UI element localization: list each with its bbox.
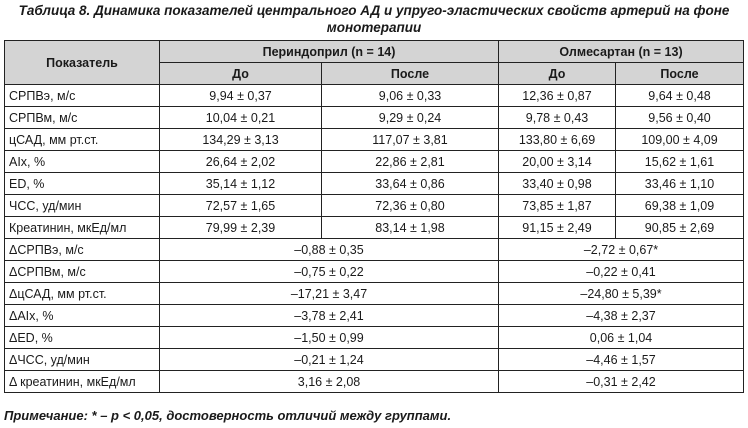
row-label: AIx, %	[5, 151, 160, 173]
row-label: СРПВэ, м/с	[5, 85, 160, 107]
cell-g2-before: 91,15 ± 2,49	[499, 217, 616, 239]
table-row	[5, 107, 744, 129]
cell-g1-before: 9,94 ± 0,37	[160, 85, 322, 107]
header-row-groups	[5, 41, 744, 63]
delta-row	[5, 371, 744, 393]
cell-g1-before: 72,57 ± 1,65	[160, 195, 322, 217]
delta-row	[5, 349, 744, 371]
cell-g1-after: 22,86 ± 2,81	[322, 151, 499, 173]
cell-g1-after: 9,29 ± 0,24	[322, 107, 499, 129]
delta-row-label: ΔED, %	[5, 327, 160, 349]
cell-g1-after: 83,14 ± 1,98	[322, 217, 499, 239]
cell-g1-before: 10,04 ± 0,21	[160, 107, 322, 129]
cell-g2-after: 109,00 ± 4,09	[616, 129, 744, 151]
delta-cell-g2: –24,80 ± 5,39*	[499, 283, 744, 305]
delta-row	[5, 283, 744, 305]
cell-g1-after: 33,64 ± 0,86	[322, 173, 499, 195]
delta-row-label: ΔцСАД, мм рт.ст.	[5, 283, 160, 305]
cell-g2-after: 90,85 ± 2,69	[616, 217, 744, 239]
results-table	[4, 40, 744, 393]
cell-g2-after: 15,62 ± 1,61	[616, 151, 744, 173]
cell-g1-before: 26,64 ± 2,02	[160, 151, 322, 173]
row-label: Креатинин, мкЕд/мл	[5, 217, 160, 239]
header-indicator: Показатель	[5, 41, 160, 85]
table-row	[5, 217, 744, 239]
cell-g1-after: 117,07 ± 3,81	[322, 129, 499, 151]
delta-row	[5, 239, 744, 261]
delta-row	[5, 261, 744, 283]
table-footnote: Примечание: * – p < 0,05, достоверность отличий между группами.	[4, 408, 452, 423]
cell-g2-before: 73,85 ± 1,87	[499, 195, 616, 217]
cell-g1-before: 134,29 ± 3,13	[160, 129, 322, 151]
cell-g1-after: 72,36 ± 0,80	[322, 195, 499, 217]
delta-cell-g2: –4,46 ± 1,57	[499, 349, 744, 371]
delta-row-label: ΔЧСС, уд/мин	[5, 349, 160, 371]
delta-row-label: ΔAIx, %	[5, 305, 160, 327]
delta-cell-g1: –0,75 ± 0,22	[160, 261, 499, 283]
header-group-perindopril: Периндоприл (n = 14)	[160, 41, 499, 63]
delta-cell-g1: –1,50 ± 0,99	[160, 327, 499, 349]
header-g2-after: После	[616, 63, 744, 85]
delta-cell-g2: –0,22 ± 0,41	[499, 261, 744, 283]
caption-line-1: Таблица 8. Динамика показателей центрального АД и упруго-эластических свойств артерий на фоне	[18, 3, 730, 18]
delta-cell-g2: –4,38 ± 2,37	[499, 305, 744, 327]
row-label: ED, %	[5, 173, 160, 195]
cell-g1-before: 79,99 ± 2,39	[160, 217, 322, 239]
table-row	[5, 151, 744, 173]
cell-g2-before: 20,00 ± 3,14	[499, 151, 616, 173]
row-label: СРПВм, м/с	[5, 107, 160, 129]
delta-row	[5, 305, 744, 327]
delta-cell-g1: –17,21 ± 3,47	[160, 283, 499, 305]
cell-g2-after: 9,64 ± 0,48	[616, 85, 744, 107]
cell-g2-before: 33,40 ± 0,98	[499, 173, 616, 195]
delta-cell-g1: –0,21 ± 1,24	[160, 349, 499, 371]
cell-g2-after: 33,46 ± 1,10	[616, 173, 744, 195]
delta-cell-g2: –0,31 ± 2,42	[499, 371, 744, 393]
delta-cell-g1: 3,16 ± 2,08	[160, 371, 499, 393]
delta-cell-g2: –2,72 ± 0,67*	[499, 239, 744, 261]
delta-row-label: ΔСРПВэ, м/с	[5, 239, 160, 261]
header-g1-before: До	[160, 63, 322, 85]
table-row	[5, 195, 744, 217]
delta-cell-g1: –0,88 ± 0,35	[160, 239, 499, 261]
row-label: ЧСС, уд/мин	[5, 195, 160, 217]
table-caption	[4, 2, 744, 36]
header-g1-after: После	[322, 63, 499, 85]
delta-row	[5, 327, 744, 349]
cell-g2-before: 133,80 ± 6,69	[499, 129, 616, 151]
delta-cell-g2: 0,06 ± 1,04	[499, 327, 744, 349]
cell-g2-after: 9,56 ± 0,40	[616, 107, 744, 129]
cell-g1-after: 9,06 ± 0,33	[322, 85, 499, 107]
cell-g1-before: 35,14 ± 1,12	[160, 173, 322, 195]
table-row	[5, 129, 744, 151]
cell-g2-before: 12,36 ± 0,87	[499, 85, 616, 107]
cell-g2-before: 9,78 ± 0,43	[499, 107, 616, 129]
caption-line-2: монотерапии	[326, 20, 422, 35]
table-row	[5, 173, 744, 195]
cell-g2-after: 69,38 ± 1,09	[616, 195, 744, 217]
delta-row-label: ΔСРПВм, м/с	[5, 261, 160, 283]
row-label: цСАД, мм рт.ст.	[5, 129, 160, 151]
table-row	[5, 85, 744, 107]
header-group-olmesartan: Олмесартан (n = 13)	[499, 41, 744, 63]
header-g2-before: До	[499, 63, 616, 85]
delta-cell-g1: –3,78 ± 2,41	[160, 305, 499, 327]
delta-row-label: Δ креатинин, мкЕд/мл	[5, 371, 160, 393]
